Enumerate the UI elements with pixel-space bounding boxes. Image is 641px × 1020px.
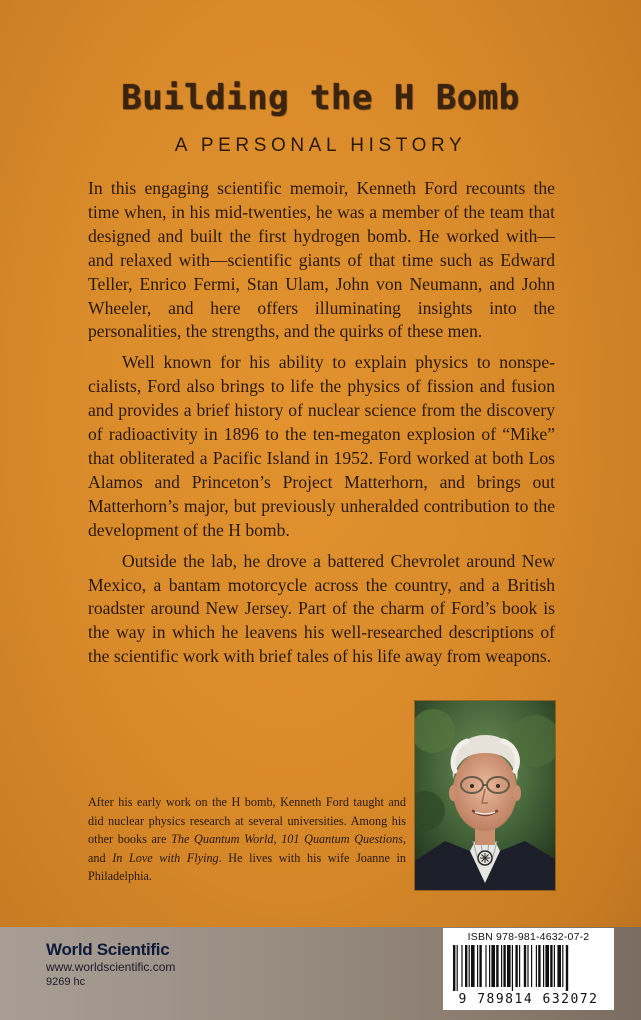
barcode-bar xyxy=(453,945,455,991)
barcode-bar xyxy=(503,945,505,987)
isbn-label: ISBN 978-981-4632-07-2 xyxy=(467,931,590,943)
book-title: Building the H Bomb xyxy=(121,78,520,118)
author-bio-text-3: , and xyxy=(88,832,406,865)
barcode-bar xyxy=(501,945,502,987)
barcode-bar xyxy=(461,945,462,987)
publisher-website: www.worldscientific.com xyxy=(46,960,176,974)
isbn-barcode-panel xyxy=(443,928,614,1010)
barcode-bar xyxy=(554,945,555,987)
barcode-bar xyxy=(538,945,540,987)
barcode-icon xyxy=(453,945,604,991)
barcode-bar xyxy=(524,945,526,987)
barcode-bar xyxy=(515,945,517,987)
barcode-bar xyxy=(545,945,549,987)
barcode-bar xyxy=(562,945,563,987)
author-portrait-illustration xyxy=(415,701,555,890)
barcode-bar xyxy=(469,945,470,987)
author-bio-text-2: , xyxy=(273,832,282,847)
blurb-paragraph-3: Outside the lab, he drove a battered Chevrolet around New Mexico, a bantam motorcycle across the country, and a British roadster around New Jersey. Part of the charm of Ford’s book is the way in which he leavens his well-researched descriptions of the scientific work with brief tales of his life away from weapons. xyxy=(88,550,555,667)
barcode-bar xyxy=(543,945,544,987)
author-bio-book-3: In Love with Flying xyxy=(112,850,219,865)
barcode-bar xyxy=(519,945,520,987)
author-bio-text-4: . He lives with his wife Joanne in Philadelphia. xyxy=(88,850,406,884)
blurb-paragraph-2: Well known for his ability to explain physics to nonspecialists, Ford also brings to life the physics of fission and fusion and provides a brief history of nuclear science from the discovery of radioactivity in 1896 to the ten-megaton explosion of “Mike” that obliterated a Pacific Island in 1952. Ford worked at both Los Alamos and Princeton’s Project Matterhorn, and brings out Matterhorn’s major, but previously unheralded contribution to the development of the H bomb. xyxy=(88,352,555,540)
barcode-bar xyxy=(507,945,511,987)
barcode-bar xyxy=(566,945,568,991)
publisher-name: World Scientific xyxy=(46,940,170,959)
barcode-bar xyxy=(531,945,532,987)
barcode-bar xyxy=(457,945,458,991)
barcode-bar xyxy=(512,945,513,991)
barcode-bar xyxy=(465,945,467,987)
author-bio-book-2: 101 Quantum Questions xyxy=(281,832,403,847)
author-bio xyxy=(88,793,406,886)
barcode-bar xyxy=(557,945,561,987)
author-bio-text-1: After his early work on the H bomb, Kenneth Ford taught and did nuclear physics research at several universities. Among his other books are xyxy=(88,795,406,847)
barcode-bar xyxy=(496,945,498,987)
product-code: 9269 hc xyxy=(46,976,86,988)
barcode-bar xyxy=(479,945,481,987)
barcode-bar xyxy=(477,945,478,987)
barcode-bar xyxy=(491,945,495,987)
blurb-text xyxy=(88,177,555,676)
barcode-bar xyxy=(550,945,552,987)
book-subtitle: A PERSONAL HISTORY xyxy=(174,135,467,156)
barcode-bar xyxy=(471,945,475,987)
author-photo xyxy=(415,701,555,890)
blurb-paragraph-1: In this engaging scientific memoir, Kenneth Ford recounts the time when, in his mid-twenties, he was a member of the team that designed and built the first hydrogen bomb. He worked with—and relaxed with—scientific giants of that time such as Edward Teller, Enrico Fermi, Stan Ulam, John von Neumann, and John Wheeler, and here offers illuminating insights into the personalities, the strengths, and the quirks of these men. xyxy=(88,178,555,342)
barcode-bar xyxy=(527,945,528,987)
barcode-bar xyxy=(536,945,537,987)
author-bio-book-1: The Quantum World xyxy=(171,832,274,847)
barcode-number: 9 789814 632072 xyxy=(458,992,599,1007)
barcode-bar xyxy=(489,945,490,987)
barcode-bar xyxy=(485,945,486,987)
